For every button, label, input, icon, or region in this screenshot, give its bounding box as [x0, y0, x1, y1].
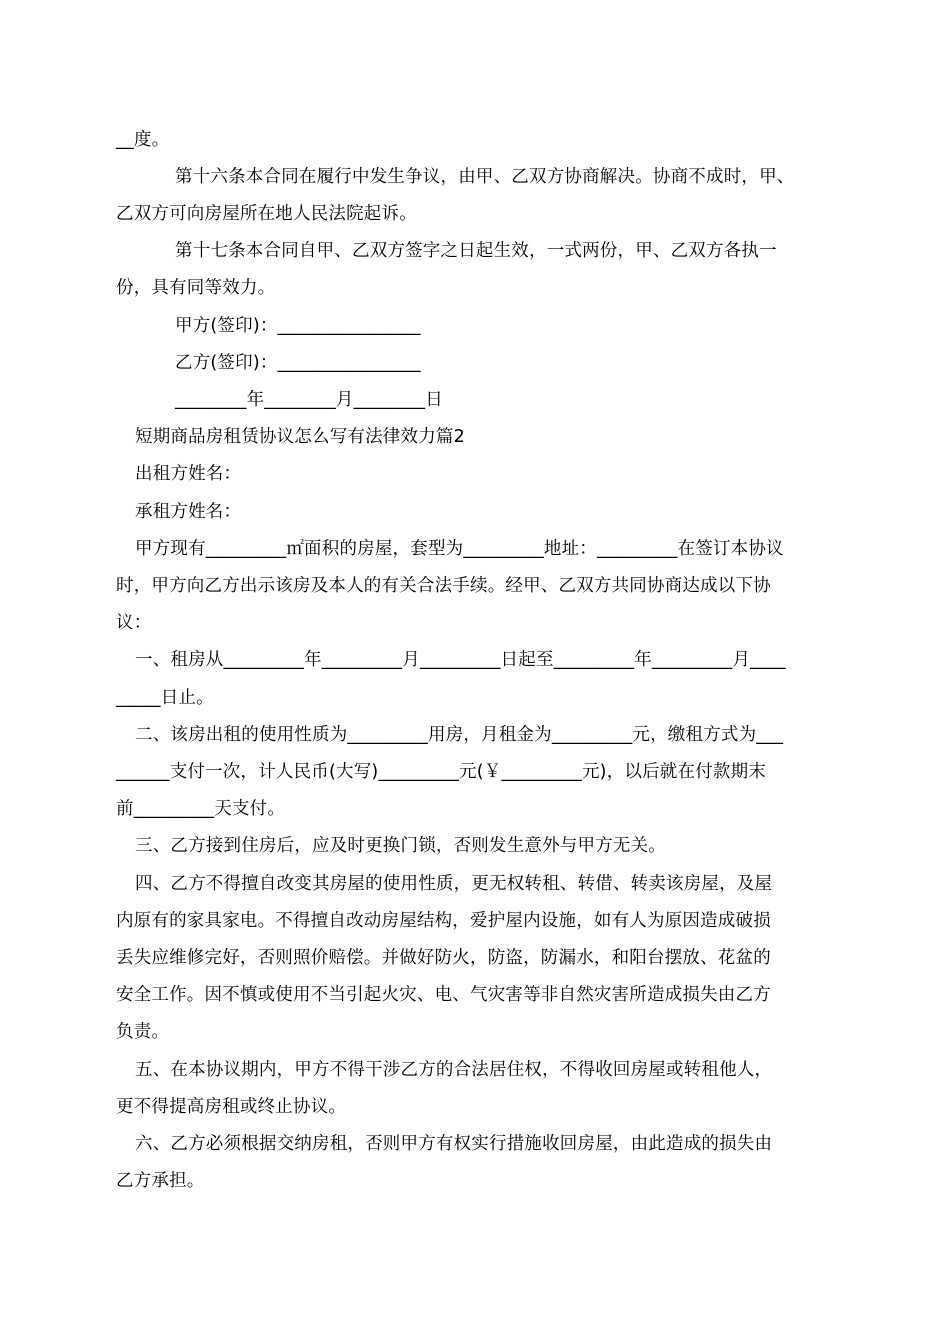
lessor-name-line: 出租方姓名： — [135, 464, 242, 484]
article-17-line-1: 第十七条本合同自甲、乙双方签字之日起生效，一式两份，甲、乙双方各执一 — [175, 241, 777, 261]
clause-4-line-5: 负责。 — [116, 1022, 170, 1042]
clause-4-line-2: 内原有的家具家电。不得擅自改动房屋结构，爱护屋内设施，如有人为原因造成破损 — [116, 911, 771, 931]
section-heading: 短期商品房租赁协议怎么写有法律效力篇2 — [135, 427, 465, 447]
intro-line-2: 时，甲方向乙方出示该房及本人的有关合法手续。经甲、乙双方共同协商达成以下协 — [116, 576, 771, 596]
article-17-line-2: 份，具有同等效力。 — [116, 278, 276, 298]
clause-2-line-3: 前_________天支付。 — [116, 799, 286, 819]
clause-1-line-2: _____日止。 — [116, 688, 214, 708]
clause-4-line-1: 四、乙方不得擅自改变其房屋的使用性质，更无权转租、转借、转卖该房屋，及屋 — [135, 874, 773, 894]
intro-line-3: 议： — [116, 613, 152, 633]
text-line: __度。 — [116, 130, 170, 150]
party-b-signature-line: 乙方(签印)：________________ — [175, 353, 421, 373]
clause-5-line-1: 五、在本协议期内，甲方不得干涉乙方的合法居住权，不得收回房屋或转租他人， — [135, 1060, 773, 1080]
clause-5-line-2: 更不得提高房租或终止协议。 — [116, 1097, 347, 1117]
clause-1-line-1: 一、租房从_________年_________月_________日起至_________年_________月____ — [135, 650, 786, 670]
clause-3-line-1: 三、乙方接到住房后，应及时更换门锁，否则发生意外与甲方无关。 — [135, 836, 666, 856]
lessee-name-line: 承租方姓名： — [135, 502, 242, 522]
intro-line-1: 甲方现有_________㎡面积的房屋，套型为_________地址：_________在签订本协议 — [135, 539, 784, 559]
clause-2-line-1: 二、该房出租的使用性质为_________用房，月租金为_________元，缴租方式为___ — [135, 725, 784, 745]
date-line: ________年________月________日 — [175, 390, 443, 410]
clause-2-line-2: ______支付一次，计人民币(大写)_________元(￥_________元)，以后就在付款期末 — [116, 762, 767, 782]
article-16-line-2: 乙双方可向房屋所在地人民法院起诉。 — [116, 204, 417, 224]
article-16-line-1: 第十六条本合同在履行中发生争议，由甲、乙双方协商解决。协商不成时，甲、 — [175, 167, 795, 187]
clause-6-line-2: 乙方承担。 — [116, 1171, 205, 1191]
party-a-signature-line: 甲方(签印)：________________ — [175, 316, 421, 336]
clause-6-line-1: 六、乙方必须根据交纳房租，否则甲方有权实行措施收回房屋，由此造成的损失由 — [135, 1134, 773, 1154]
clause-4-line-4: 安全工作。因不慎或使用不当引起火灾、电、气灾害等非自然灾害所造成损失由乙方 — [116, 985, 771, 1005]
clause-4-line-3: 丢失应维修完好，否则照价赔偿。并做好防火，防盗，防漏水，和阳台摆放、花盆的 — [116, 948, 771, 968]
